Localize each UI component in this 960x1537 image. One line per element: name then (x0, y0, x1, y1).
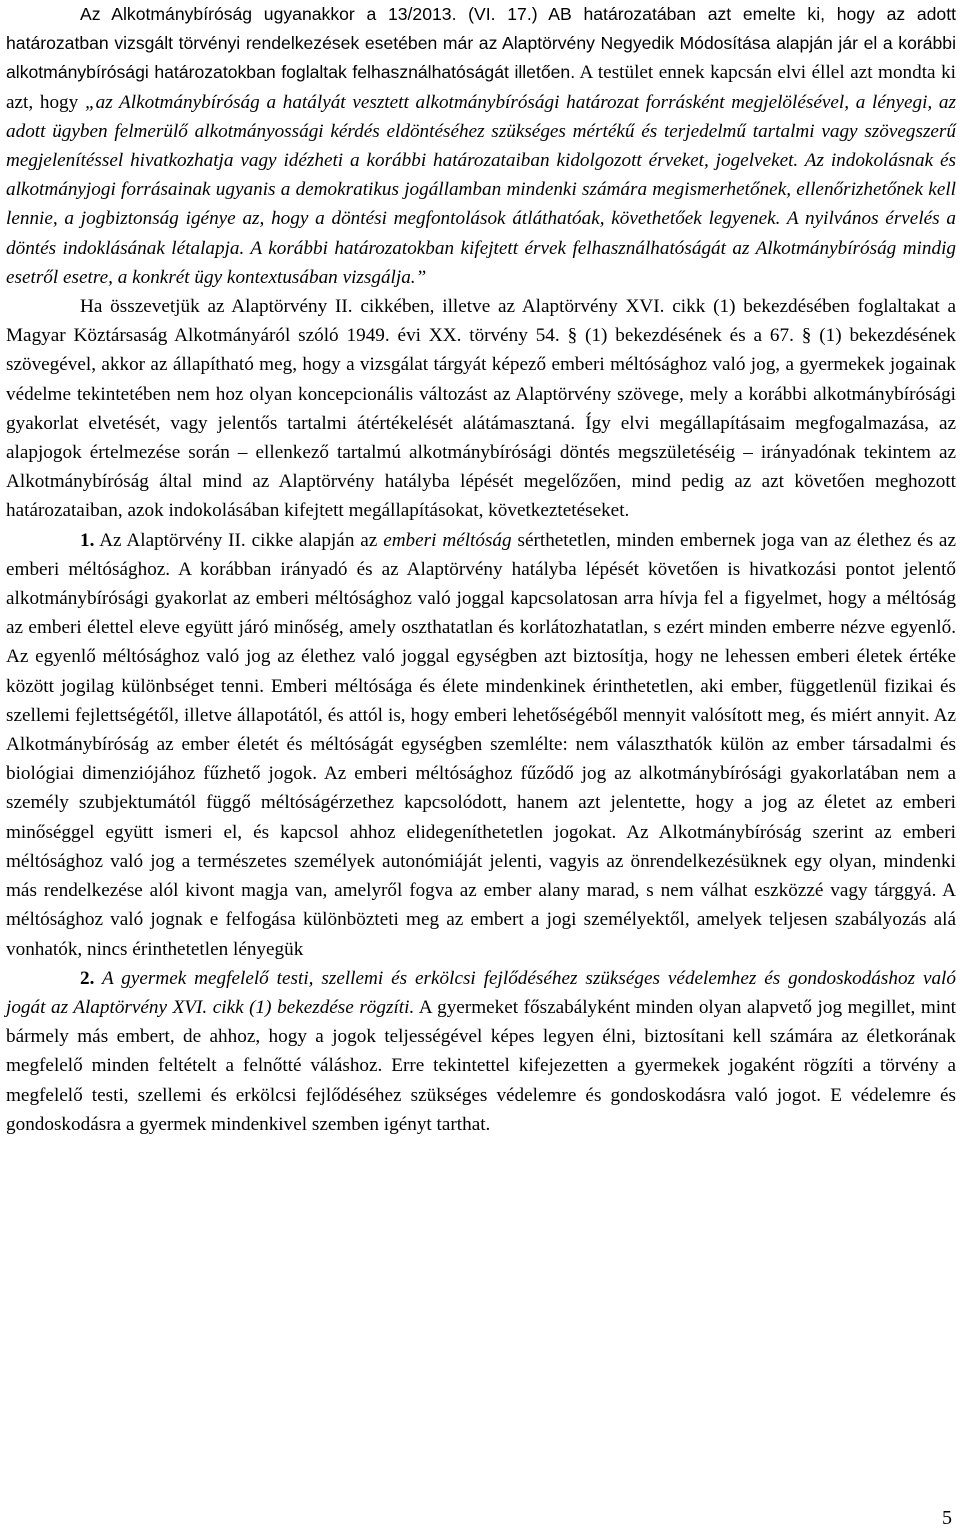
section-number-2: 2. (80, 967, 95, 989)
dignity-emphasis: emberi méltóság (383, 529, 512, 551)
section-number-1: 1. (80, 529, 95, 551)
child-text: A gyermeket főszabályként minden olyan alapvető jog megillet, mint bármely más embert, de ahhoz, hogy a jogok teljességével képes legyen élni, biztosítani kell számára az életkorának megfelelő minden feltételt a felnőtté váláshoz. Erre tekintettel kifejezetten a gyermekek jogaként rögzíti a törvény a megfelelő testi, szellemi és erkölcsi fejlődéséhez szükséges védelemre és gondoskodásra való jogot. E védelemre és gondoskodásra a gyermek mindenkivel szemben igényt tarthat. (6, 996, 956, 1135)
paragraph-comparison: Ha összevetjük az Alaptörvény II. cikkében, illetve az Alaptörvény XVI. cikk (1) bekezdésében foglaltakat a Magyar Köztársaság Alkotmányáról szóló 1949. évi XX. törvény 54. § (1) bekezdésének és a 67. § (1) bekezdésének szövegével, akkor az állapítható meg, hogy a vizsgálat tárgyát képező emberi méltósághoz való jog, a gyermekek jogainak védelme tekintetében nem hoz olyan koncepcionális változást az Alaptörvény szövege, mely a korábbi alkotmánybírósági gyakorlat elvetését, vagy jelentős tartalmi átértékelését alátámasztaná. Így elvi megállapításaim megfogalmazása, az alapjogok értelmezése során – ellenkező tartalmú alkotmánybírósági döntés megszületéséig – irányadónak tekintem az Alkotmánybíróság által mind az Alaptörvény hatályba lépését megelőzően, mind pedig az azt követően meghozott határozataiban, azok indokolásában kifejtett megállapításokat, következtetéseket. (6, 296, 956, 522)
dignity-text-b: sérthetetlen, minden embernek joga van az élethez és az emberi méltósághoz. A korábban irányadó és az Alaptörvény hatályba lépését követően is hivatkozási pontot jelentő alkotmánybírósági gyakorlat az emberi méltósághoz való joggal kapcsolatosan arra hívja fel a figyelmet, hogy a méltóság az emberi élettel eleve együtt járó minőség, amely oszthatatlan és korlátozhatatlan, s ezért minden emberre nézve egyenlő. Az egyenlő méltósághoz való jog az élethez való joggal egységben azt biztosítja, hogy ne lehessen emberi életek értéke között jogilag különbséget tenni. Emberi méltósága és élete mindenkinek érinthetetlen, aki ember, függetlenül fizikai és szellemi fejlettségétől, illetve állapotától, és attól is, hogy emberi lehetőségéből mennyit valósított meg, és miért annyit. Az Alkotmánybíróság az ember életét és méltóságát egységben szemlélte: nem választhatók külön az ember társadalmi és biológiai dimenziójához fűzhető jogok. Az emberi méltósághoz fűződő jog az alkotmánybírósági gyakorlatában nem a személy szubjektumától függő méltóságérzethez kapcsolódott, hanem azt jelentette, hogy a jog az életet az emberi minőséggel együtt ismeri el, és kapcsol ahhoz elidegeníthetetlen jogokat. Az Alkotmánybíróság szerint az emberi méltósághoz való jog a természetes személyek autonómiáját jelenti, vagyis az önrendelkezésüknek egy olyan, mindenki más rendelkezése alól kivont magja van, amelyről fogva az ember alany marad, s nem válhat eszközzé vagy tárggyá. A méltósághoz való jognak e felfogása különbözteti meg az embert a jogi személyektől, amelyek teljesen szabályozás alá vonhatók, nincs érinthetetlen lényegük (6, 529, 956, 960)
paragraph-ab-decision (6, 0, 956, 292)
dignity-text-a: Az Alaptörvény II. cikke alapján az (94, 529, 384, 551)
child-emphasis: A gyermek megfelelő testi, szellemi és erkölcsi fejlődéséhez szükséges védelemhez és gondoskodáshoz való jogát az Alaptörvény XVI. cikk (1) bekezdése rögzíti. (6, 967, 956, 1018)
paragraph-human-dignity (6, 526, 956, 964)
paragraph-child-protection (6, 964, 956, 1139)
page-number: 5 (942, 1506, 952, 1529)
sentence-lead: A testület ennek kapcsán elvi éllel azt mondta ki azt, hogy (6, 62, 956, 113)
quotation: „az Alkotmánybíróság a hatályát vesztett alkotmánybírósági határozat forrásként megjelölésével, a lényegi, az adott ügyben felmerülő alkotmányossági kérdés eldöntéséhez szükséges mértékű és terjedelmű tartalmi vagy szövegszerű megjelenítéssel hivatkozhatja vagy idézheti a korábbi határozataiban kidolgozott érveket, jogelveket. Az indokolásnak és alkotmányjogi forrásainak ugyanis a demokratikus jogállamban mindenki számára megismerhetőnek, ellenőrizhetőnek kell lennie, a jogbiztonság igénye az, hogy a döntési megfontolások átláthatóak, követhetőek legyenek. A nyilvános érvelés a döntés indoklásának létalapja. A korábbi határozatokban kifejtett érvek felhasználhatóságát az Alkotmánybíróság mindig esetről esetre, a konkrét ügy kontextusában vizsgálja.” (6, 91, 956, 288)
sentence-intro: Az Alkotmánybíróság ugyanakkor a 13/2013. (VI. 17.) AB határozatában azt emelte ki, hogy az adott határozatban vizsgált törvényi rendelkezések esetében már az Alaptörvény Negyedik Módosítása alapján jár el a korábbi alkotmánybírósági határozatokban foglaltak felhasználhatóságát illetően. (6, 4, 956, 83)
